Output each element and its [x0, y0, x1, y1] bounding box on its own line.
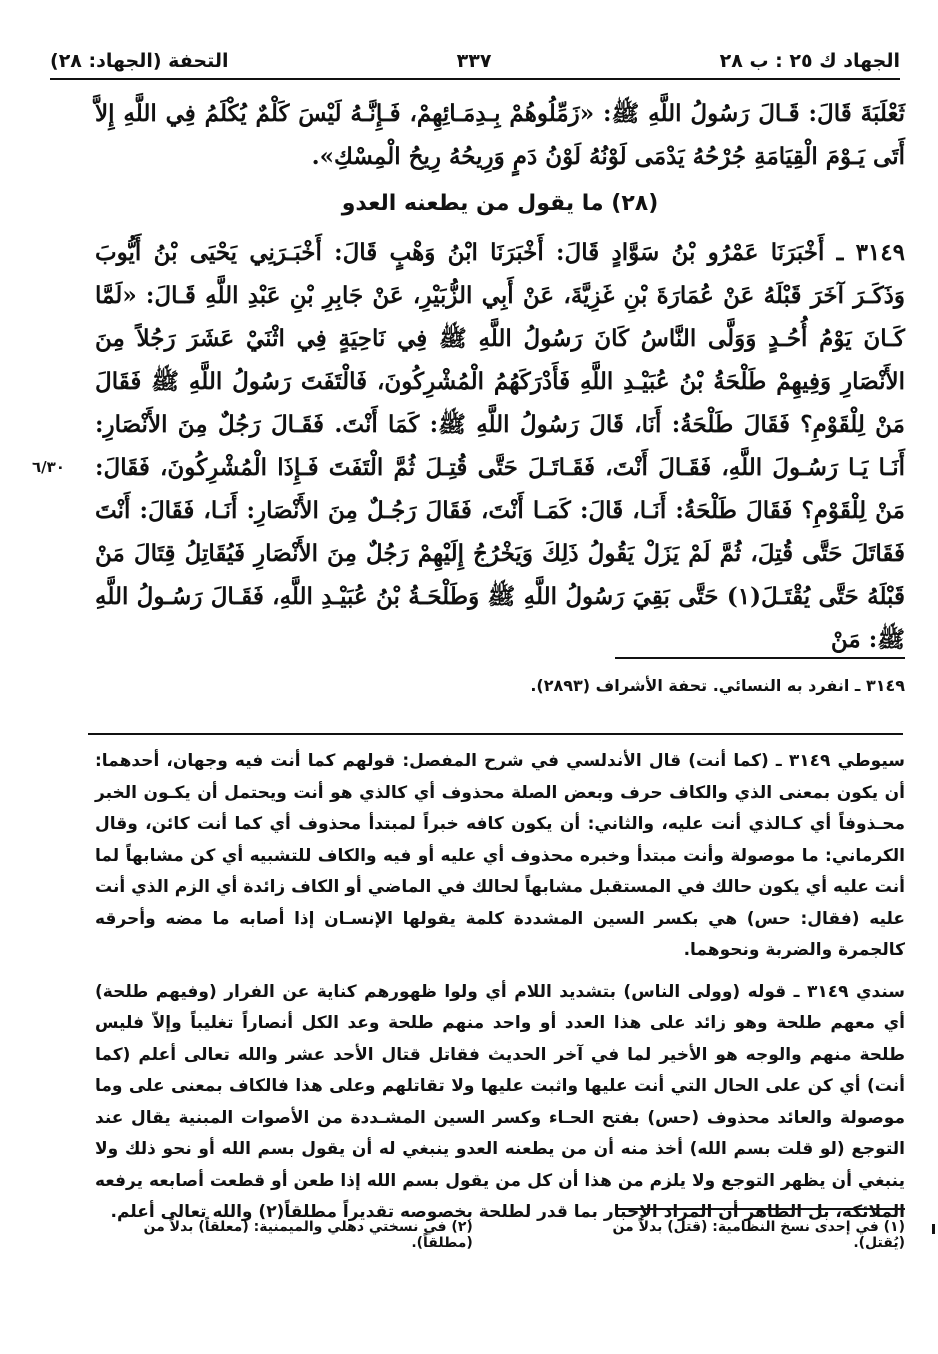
hadith-3149: ٣١٤٩ ـ أَخْبَرَنَا عَمْرُو بْنُ سَوَّادٍ قَالَ: أَخْبَرَنَا ابْنُ وَهْبٍ قَالَ: أَخْبَـرَنِي يَحْيَى بْنُ أَيُّوبَ وَذَكَـرَ آخَرَ قَبْلَهُ عَنْ عُمَارَةَ بْنِ غَزِيَّةَ، عَنْ أَبِي الزُّبَيْرِ، عَنْ جَابِرِ بْنِ عَبْدِ اللَّهِ قَـالَ: «لَمَّا كَـانَ يَوْمُ أُحُـدٍ وَوَلَّى النَّاسُ كَانَ رَسُولُ اللَّهِ ﷺ فِي نَاحِيَةٍ فِي اثْنَيْ عَشَرَ رَجُلاً مِنَ الأَنْصَارِ وَفِيهِمْ طَلْحَةُ بْنُ عُبَيْـدِ اللَّهِ فَأَدْرَكَهُمُ الْمُشْرِكُونَ، فَالْتَفَتَ رَسُولُ اللَّهِ ﷺ فَقَالَ مَنْ لِلْقَوْمِ؟ فَقَالَ طَلْحَةُ: أَنَا، قَالَ رَسُولُ اللَّهِ ﷺ: كَمَا أَنْتَ. فَقَـالَ رَجُلٌ مِنَ الأَنْصَارِ: أَنَـا يَـا رَسُـولَ اللَّهِ، فَقَـالَ أَنْتَ، فَقَـاتَـلَ حَتَّى قُتِـلَ ثُمَّ الْتَفَتَ فَـإِذَا الْمُشْرِكُونَ، فَقَالَ: مَنْ لِلْقَوْمِ؟ فَقَالَ طَلْحَةُ: أَنَـا، قَالَ: كَمَـا أَنْتَ، فَقَالَ رَجُـلٌ مِنَ الأَنْصَارِ: أَنَـا، فَقَالَ: أَنْتَ فَقَاتَلَ حَتَّى قُتِلَ، ثُمَّ لَمْ يَزَلْ يَقُولُ ذَلِكَ وَيَخْرُجُ إِلَيْهِمْ رَجُلٌ مِنَ الأَنْصَارِ فَيُقَاتِلُ قِتَالَ مَنْ قَبْلَهُ حَتَّى يُقْتَـلَ(١) حَتَّى بَقِيَ رَسُولُ اللَّهِ ﷺ وَطَلْحَـةُ بْنُ عُبَيْـدِ اللَّهِ، فَقَـالَ رَسُـولُ اللَّهِ ﷺ: مَنْ: [95, 239, 905, 653]
footnotes: [85, 1219, 905, 1251]
takhrij-divider: [615, 657, 905, 659]
takhrij-note: ٣١٤٩ ـ انفرد به النسائي. تحفة الأشراف (٢٨٩٣).: [530, 676, 905, 695]
commentary-divider: [88, 733, 903, 735]
sindi-commentary: سندي ٣١٤٩ ـ قوله (وولى الناس) بتشديد اللام أي ولوا ظهورهم كناية عن الفرار (وفيهم طلحة) أي معهم طلحة وهو زائد على هذا العدد أو واحد منهم طلحة وعد الكل أنصاراً تغليباً وإلاّ فليس طلحة منهم والوجه هو الأخير لما في آخر الحديث فقاتل قتال الأحد عشر والله تعالى أعلم (كما أنت) أي كن على الحال التي أنت عليها واثبت عليها ولا تقاتلهم وعلى هذا فالكاف بمعنى على وما موصولة والعائد محذوف (حس) بفتح الحـاء وكسر السين المشـددة من الأصوات المبنية يقال عند التوجع (لو قلت بسم الله) أخذ منه أن من يطعنه العدو ينبغي له أن يقول بسم الله أو نحو ذلك ولا ينبغي أن يظهر التوجع ولا يلزم من هذا أن كل من يقول بسم الله إذا طعن أو قطعت أصابعه يرفعه الملائكة، بل الظاهر أن المراد الإخبار بما قدر لطلحة بخصوصه تقديراً مطلقاً(٢) والله تعالى أعلم.: [95, 981, 905, 1222]
margin-reference: ٦/٣٠: [32, 458, 65, 476]
footnote-2: (٢) في نسختي دهلي والميمنية: (معلقاً) بدلاً من (مطلقاً).: [143, 1219, 473, 1251]
commentary-section: [95, 746, 905, 1239]
header-chapter-ref: الجهاد ك ٢٥ : ب ٢٨: [719, 50, 900, 72]
section-title: (٢٨) ما يقول من يطعنه العدو: [341, 191, 659, 216]
hadith-continuation: ثَعْلَبَةَ قَالَ: قَـالَ رَسُولُ اللَّهِ ﷺ: «زَمِّلُوهُمْ بِـدِمَـائِهِمْ، فَـإِنَّـهُ لَيْسَ كَلْمٌ يُكْلَمُ فِي اللَّهِ إِلاَّ أَتَى يَـوْمَ الْقِيَامَةِ جُرْحُهُ يَدْمَى لَوْنُهُ لَوْنُ دَمٍ وَرِيحُهُ رِيحُ الْمِسْكِ».: [95, 100, 905, 170]
footnote-divider: [615, 1208, 905, 1210]
footnote-1: (١) في إحدى نسخ النظامية: (قتل) بدلاً من (يُقتل).: [612, 1219, 905, 1251]
main-hadith-text: [95, 92, 905, 661]
header-tuhfa-ref: التحفة (الجهاد: ٢٨): [50, 50, 229, 72]
page-number: ٣٣٧: [456, 50, 492, 72]
header-divider: [50, 78, 900, 80]
suyuti-commentary: سيوطي ٣١٤٩ ـ (كما أنت) قال الأندلسي في شرح المفصل: قولهم كما أنت فيه وجهان، أحدهما: أن يكون بمعنى الذي والكاف حرف وبعض الصلة محذوف أي كالذي هو أنت ويحتمل أن يكـون الخبر محـذوفاً أي كـالذي أنت عليه، والثاني: أن يكون كافه خبراً لمبتدأ محذوف أي كما أنت كائن، وقال الكرماني: ما موصولة وأنت مبتدأ وخبره محذوف أي عليه أو فيه والكاف للتشبيه أي كن مشابهاً لما أنت عليه أي يكون حالك في المستقبل مشابهاً لحالك في الماضي أو الكاف زائدة أي الزم الذي أنت عليه (فقال: حس) هي بكسر السين المشددة كلمة يقولها الإنسـان إذا أصابه ما مضه وأحرقه كالجمرة والضربة ونحوهما.: [95, 751, 905, 960]
print-mark: [932, 1224, 935, 1234]
page-header: [50, 32, 900, 72]
